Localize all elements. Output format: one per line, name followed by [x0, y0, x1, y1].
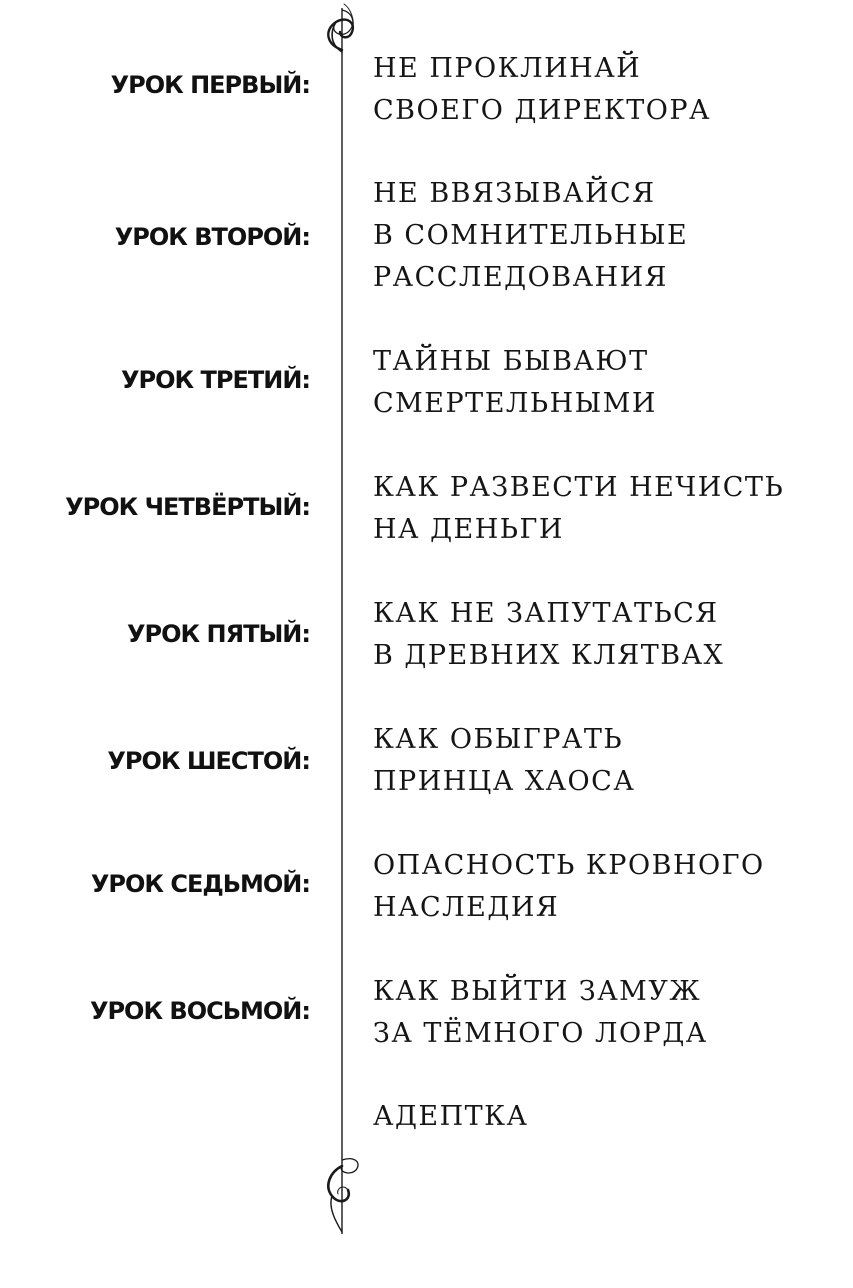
lesson-8-title-line-2: ЗА ТЁМНОГО ЛОРДА: [373, 1018, 708, 1049]
lesson-8-title-line-1: КАК ВЫЙТИ ЗАМУЖ: [373, 976, 702, 1007]
bottom-flourish-icon: [328, 1159, 358, 1232]
lesson-5-title: [373, 593, 724, 677]
lesson-7-title-line-1: ОПАСНОСТЬ КРОВНОГО: [373, 850, 765, 881]
final-entry: [373, 1096, 529, 1138]
lesson-7-label: УРОК СЕДЬМОЙ:: [90, 870, 310, 898]
lesson-6-label: УРОК ШЕСТОЙ:: [107, 747, 310, 775]
lesson-6-title-line-1: КАК ОБЫГРАТЬ: [373, 724, 624, 755]
lesson-8-title: [373, 971, 708, 1055]
lesson-3-title-line-1: ТАЙНЫ БЫВАЮТ: [373, 346, 649, 377]
lesson-4-title-line-1: КАК РАЗВЕСТИ НЕЧИСТЬ: [373, 472, 785, 503]
lesson-4-label: УРОК ЧЕТВЁРТЫЙ:: [65, 493, 310, 521]
lesson-3-title: [373, 341, 657, 425]
lesson-1-title: [373, 48, 711, 132]
lesson-4-title: [373, 467, 784, 551]
lesson-2-label: УРОК ВТОРОЙ:: [114, 223, 310, 251]
lesson-6-title: [373, 719, 635, 803]
lesson-7-title: [373, 845, 765, 929]
lesson-8-label: УРОК ВОСЬМОЙ:: [89, 997, 310, 1025]
lesson-1-title-line-1: НЕ ПРОКЛИНАЙ: [373, 53, 642, 84]
top-flourish-icon: [328, 4, 353, 52]
lesson-5-label: УРОК ПЯТЫЙ:: [127, 620, 310, 648]
lesson-2-title-line-2: В СОМНИТЕЛЬНЫЕ: [373, 220, 689, 251]
final-entry-text: АДЕПТКА: [373, 1101, 529, 1132]
lesson-3-label: УРОК ТРЕТИЙ:: [121, 366, 310, 394]
lesson-1-title-line-2: СВОЕГО ДИРЕКТОРА: [373, 95, 711, 126]
lesson-2-title: [373, 173, 688, 299]
lesson-3-title-line-2: СМЕРТЕЛЬНЫМИ: [373, 388, 657, 419]
lesson-4-title-line-2: НА ДЕНЬГИ: [373, 514, 564, 545]
lesson-2-title-line-3: РАССЛЕДОВАНИЯ: [373, 262, 668, 293]
lesson-2-title-line-1: НЕ ВВЯЗЫВАЙСЯ: [373, 178, 656, 209]
lesson-5-title-line-2: В ДРЕВНИХ КЛЯТВАХ: [373, 640, 725, 671]
lesson-5-title-line-1: КАК НЕ ЗАПУТАТЬСЯ: [373, 598, 719, 629]
lesson-7-title-line-2: НАСЛЕДИЯ: [373, 892, 560, 923]
lesson-6-title-line-2: ПРИНЦА ХАОСА: [373, 766, 636, 797]
lesson-1-label: УРОК ПЕРВЫЙ:: [110, 71, 310, 99]
